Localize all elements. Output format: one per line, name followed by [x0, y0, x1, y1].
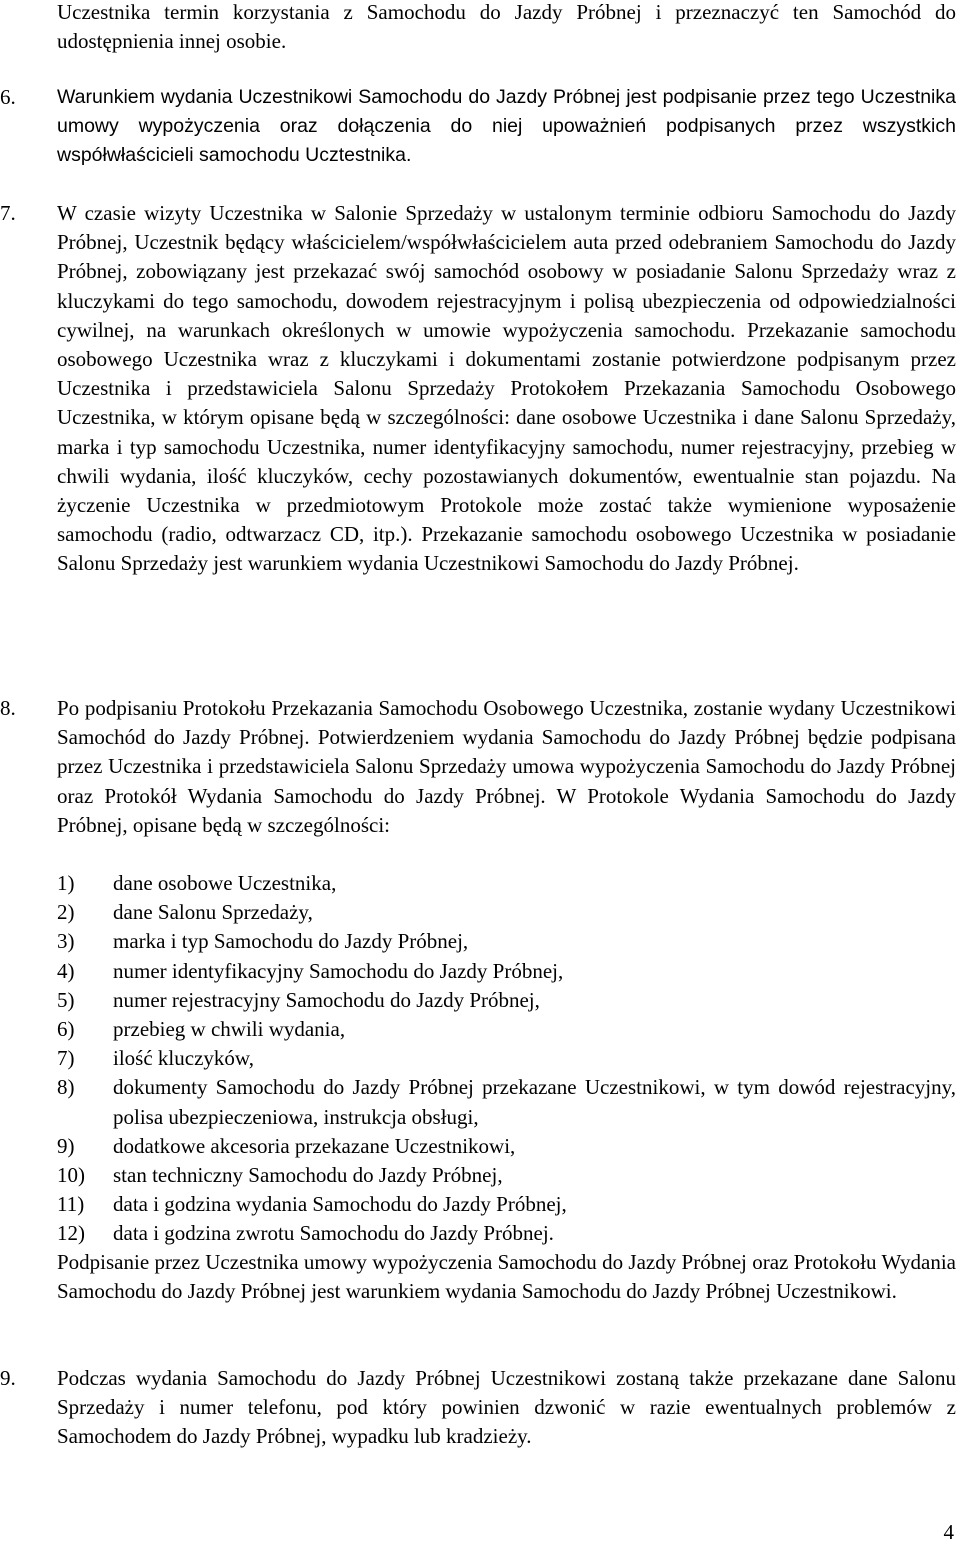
- section-7-number: 7.: [0, 201, 16, 225]
- list-item-number: 9): [57, 1133, 75, 1158]
- list-item-text: data i godzina zwrotu Samochodu do Jazdy Próbnej.: [113, 1221, 554, 1246]
- section-6-paragraph: Warunkiem wydania Uczestnikowi Samochodu do Jazdy Próbnej jest podpisanie przez tego Uczestnika umowy wypożyczenia oraz dołączenia do niej upoważnień podpisanych przez wszystkich współwłaścicieli samochodu Ucztestnika.: [57, 86, 956, 167]
- list-item-number: 6): [57, 1017, 75, 1042]
- list-item-number: 4): [57, 958, 75, 983]
- list-item: [57, 1161, 956, 1190]
- section-8-paragraph: Po podpisaniu Protokołu Przekazania Samochodu Osobowego Uczestnika, zostanie wydany Uczestnikowi Samochód do Jazdy Próbnej. Potwierdzeniem wydania Samochodu do Jazdy Próbnej będzie podpisana przez Uczestnika i przedstawiciela Salonu Sprzedaży umowa wypożyczenia Samochodu do Jazdy Próbnej oraz Protokół Wydania Samochodu do Jazdy Próbnej. W Protokole Wydania Samochodu do Jazdy Próbnej, opisane będą w szczególności:: [57, 696, 956, 837]
- list-item-number: 7): [57, 1046, 75, 1071]
- list-item-number: 11): [57, 1192, 85, 1217]
- list-item: [57, 1132, 956, 1161]
- section-9-paragraph: Podczas wydania Samochodu do Jazdy Próbnej Uczestnikowi zostaną także przekazane dane Salonu Sprzedaży i numer telefonu, pod który powinien dzwonić w razie ewentualnych problemów z Samochodem do Jazdy Próbnej, wypadku lub kradzieży.: [57, 1366, 956, 1449]
- list-item: [57, 1044, 956, 1073]
- list-item: [57, 986, 956, 1015]
- list-item-text: data i godzina wydania Samochodu do Jazdy Próbnej,: [113, 1192, 567, 1217]
- list-item: [57, 1219, 956, 1248]
- section-8-closing: Podpisanie przez Uczestnika umowy wypożyczenia Samochodu do Jazdy Próbnej oraz Protokołu Wydania Samochodu do Jazdy Próbnej jest warunkiem wydania Samochodu do Jazdy Próbnej Uczestnikowi.: [57, 1250, 956, 1304]
- section-8-number: 8.: [0, 696, 16, 720]
- list-item-number: 12): [57, 1221, 85, 1246]
- section-8-list: [57, 869, 956, 1249]
- section-6-number: 6.: [0, 85, 16, 109]
- list-item-text: marka i typ Samochodu do Jazdy Próbnej,: [113, 929, 469, 954]
- list-item: [57, 869, 956, 898]
- list-item-text: numer identyfikacyjny Samochodu do Jazdy Próbnej,: [113, 958, 564, 983]
- list-item-text: ilość kluczyków,: [113, 1046, 254, 1071]
- intro-paragraph: Uczestnika termin korzystania z Samochodu do Jazdy Próbnej i przeznaczyć ten Samochód do udostępnienia innej osobie.: [57, 0, 956, 54]
- list-item-text: numer rejestracyjny Samochodu do Jazdy Próbnej,: [113, 987, 540, 1012]
- list-item-text: dokumenty Samochodu do Jazdy Próbnej przekazane Uczestnikowi, w tym dowód rejestracyjny, polisa ubezpieczeniowa, instrukcja obsługi,: [113, 1075, 956, 1129]
- list-item: [57, 1190, 956, 1219]
- list-item-number: 1): [57, 871, 75, 895]
- list-item-number: 2): [57, 900, 75, 925]
- section-7-paragraph: W czasie wizyty Uczestnika w Salonie Sprzedaży w ustalonym terminie odbioru Samochodu do Jazdy Próbnej, Uczestnik będący właścicielem/współwłaścicielem auta przed odebraniem Samochodu do Jazdy Próbnej, zobowiązany jest przekazać swój samochód osobowy w posiadanie Salonu Sprzedaży wraz z kluczykami do tego samochodu, dowodem rejestracyjnym i polisą ubezpieczenia od odpowiedzialności cywilnej, na warunkach określonych w umowie wypożyczenia samochodu. Przekazanie samochodu osobowego Uczestnika wraz z kluczykami i dokumentami zostanie potwierdzone podpisanym przez Uczestnika i przedstawiciela Salonu Sprzedaży Protokołem Przekazania Samochodu Osobowego Uczestnika, w którym opisane będą w szczególności: dane osobowe Uczestnika i dane Salonu Sprzedaży, marka i typ samochodu Uczestnika, numer identyfikacyjny samochodu, numer rejestracyjny, przebieg w chwili wydania, ilość kluczyków, cechy pozostawianych dokumentów, ewentualnie stan pojazdu. Na życzenie Uczestnika w przedmiotowym Protokole może zostać także wymienione wyposażenie samochodu (radio, odtwarzacz CD, itp.). Przekazanie samochodu osobowego Uczestnika w posiadanie Salonu Sprzedaży jest warunkiem wydania Uczestnikowi Samochodu do Jazdy Próbnej.: [57, 201, 956, 576]
- section-9-number: 9.: [0, 1366, 16, 1390]
- list-item: [57, 957, 956, 986]
- page-number: 4: [943, 1520, 954, 1544]
- list-item: [57, 927, 956, 956]
- list-item-number: 10): [57, 1163, 85, 1188]
- list-item-text: przebieg w chwili wydania,: [113, 1017, 346, 1042]
- list-item-text: dane osobowe Uczestnika,: [113, 871, 337, 895]
- list-item: [57, 1073, 956, 1131]
- list-item: [57, 1015, 956, 1044]
- list-item-text: stan techniczny Samochodu do Jazdy Próbnej,: [113, 1163, 503, 1188]
- list-item: [57, 898, 956, 927]
- list-item-text: dodatkowe akcesoria przekazane Uczestnikowi,: [113, 1133, 516, 1158]
- list-item-number: 3): [57, 929, 75, 954]
- list-item-text: dane Salonu Sprzedaży,: [113, 900, 313, 925]
- list-item-number: 5): [57, 987, 75, 1012]
- list-item-number: 8): [57, 1075, 75, 1100]
